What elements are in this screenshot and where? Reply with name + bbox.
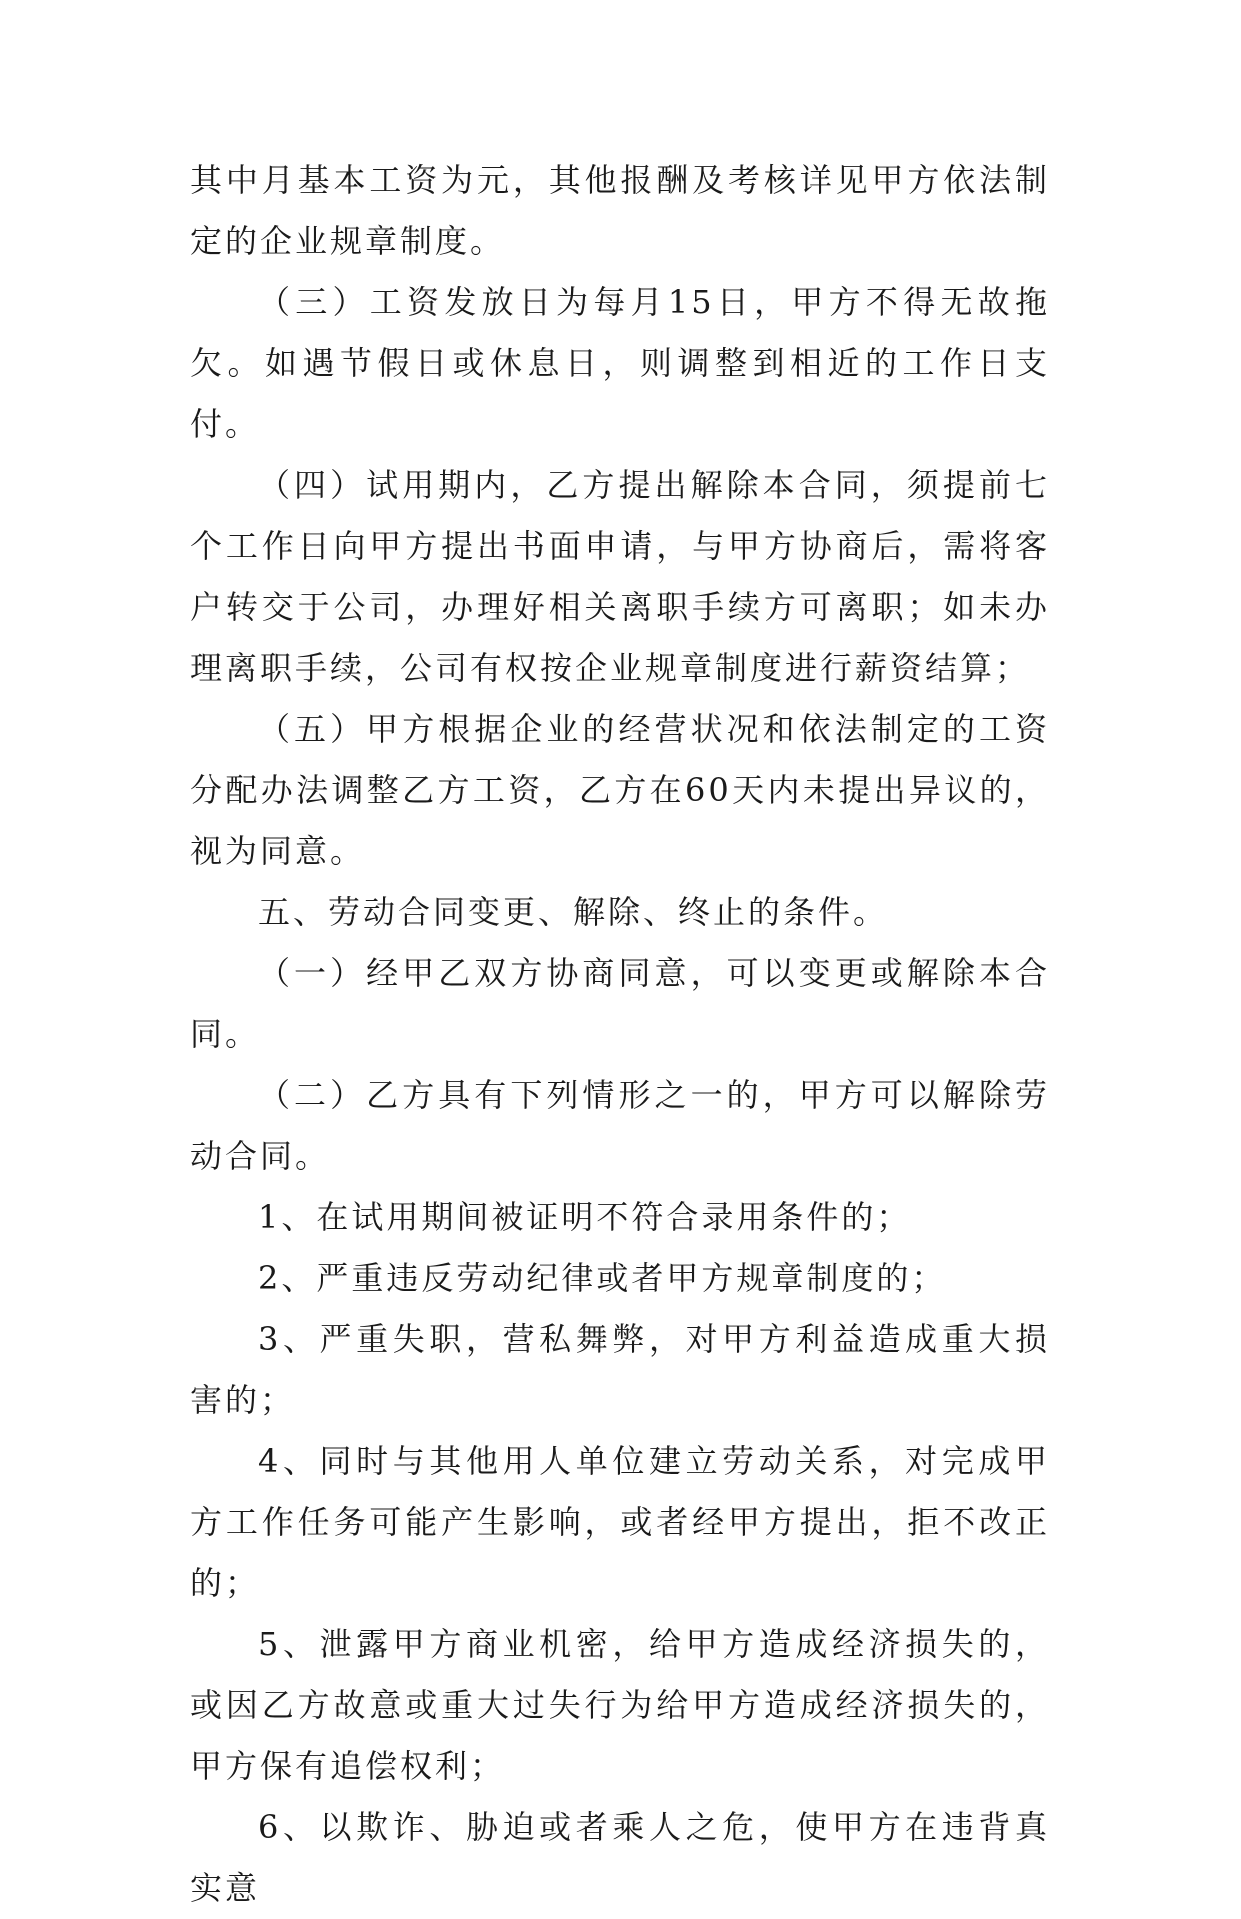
paragraph-termination-conditions: （二）乙方具有下列情形之一的，甲方可以解除劳动合同。 (190, 1076, 1050, 1175)
paragraph-salary-adjustment: （五）甲方根据企业的经营状况和依法制定的工资分配办法调整乙方工资，乙方在60天内未提出异议的，视为同意。 (190, 710, 1050, 870)
paragraph-payday: （三）工资发放日为每月15日，甲方不得无故拖欠。如遇节假日或休息日，则调整到相近的工作日支付。 (190, 283, 1050, 443)
list-item-2: 2、严重违反劳动纪律或者甲方规章制度的； (258, 1259, 947, 1297)
paragraph-salary-continuation: 其中月基本工资为元，其他报酬及考核详见甲方依法制定的企业规章制度。 (190, 161, 1050, 260)
list-item-5: 5、泄露甲方商业机密，给甲方造成经济损失的，或因乙方故意或重大过失行为给甲方造成经济损失的，甲方保有追偿权利； (190, 1625, 1050, 1785)
list-item-4: 4、同时与其他用人单位建立劳动关系，对完成甲方工作任务可能产生影响，或者经甲方提出，拒不改正的； (190, 1442, 1050, 1602)
list-item-1: 1、在试用期间被证明不符合录用条件的； (258, 1198, 912, 1236)
paragraph-probation-resignation: （四）试用期内，乙方提出解除本合同，须提前七个工作日向甲方提出书面申请，与甲方协商后，需将客户转交于公司，办理好相关离职手续方可离职；如未办理离职手续，公司有权按企业规章制度进行薪资结算； (190, 466, 1050, 687)
section-heading-contract-change: 五、劳动合同变更、解除、终止的条件。 (258, 893, 889, 931)
list-item-6: 6、以欺诈、胁迫或者乘人之危，使甲方在违背真实意 (190, 1808, 1050, 1907)
paragraph-mutual-agreement: （一）经甲乙双方协商同意，可以变更或解除本合同。 (190, 954, 1050, 1053)
list-item-3: 3、严重失职，营私舞弊，对甲方利益造成重大损害的； (190, 1320, 1050, 1419)
document-body (190, 150, 1050, 1919)
